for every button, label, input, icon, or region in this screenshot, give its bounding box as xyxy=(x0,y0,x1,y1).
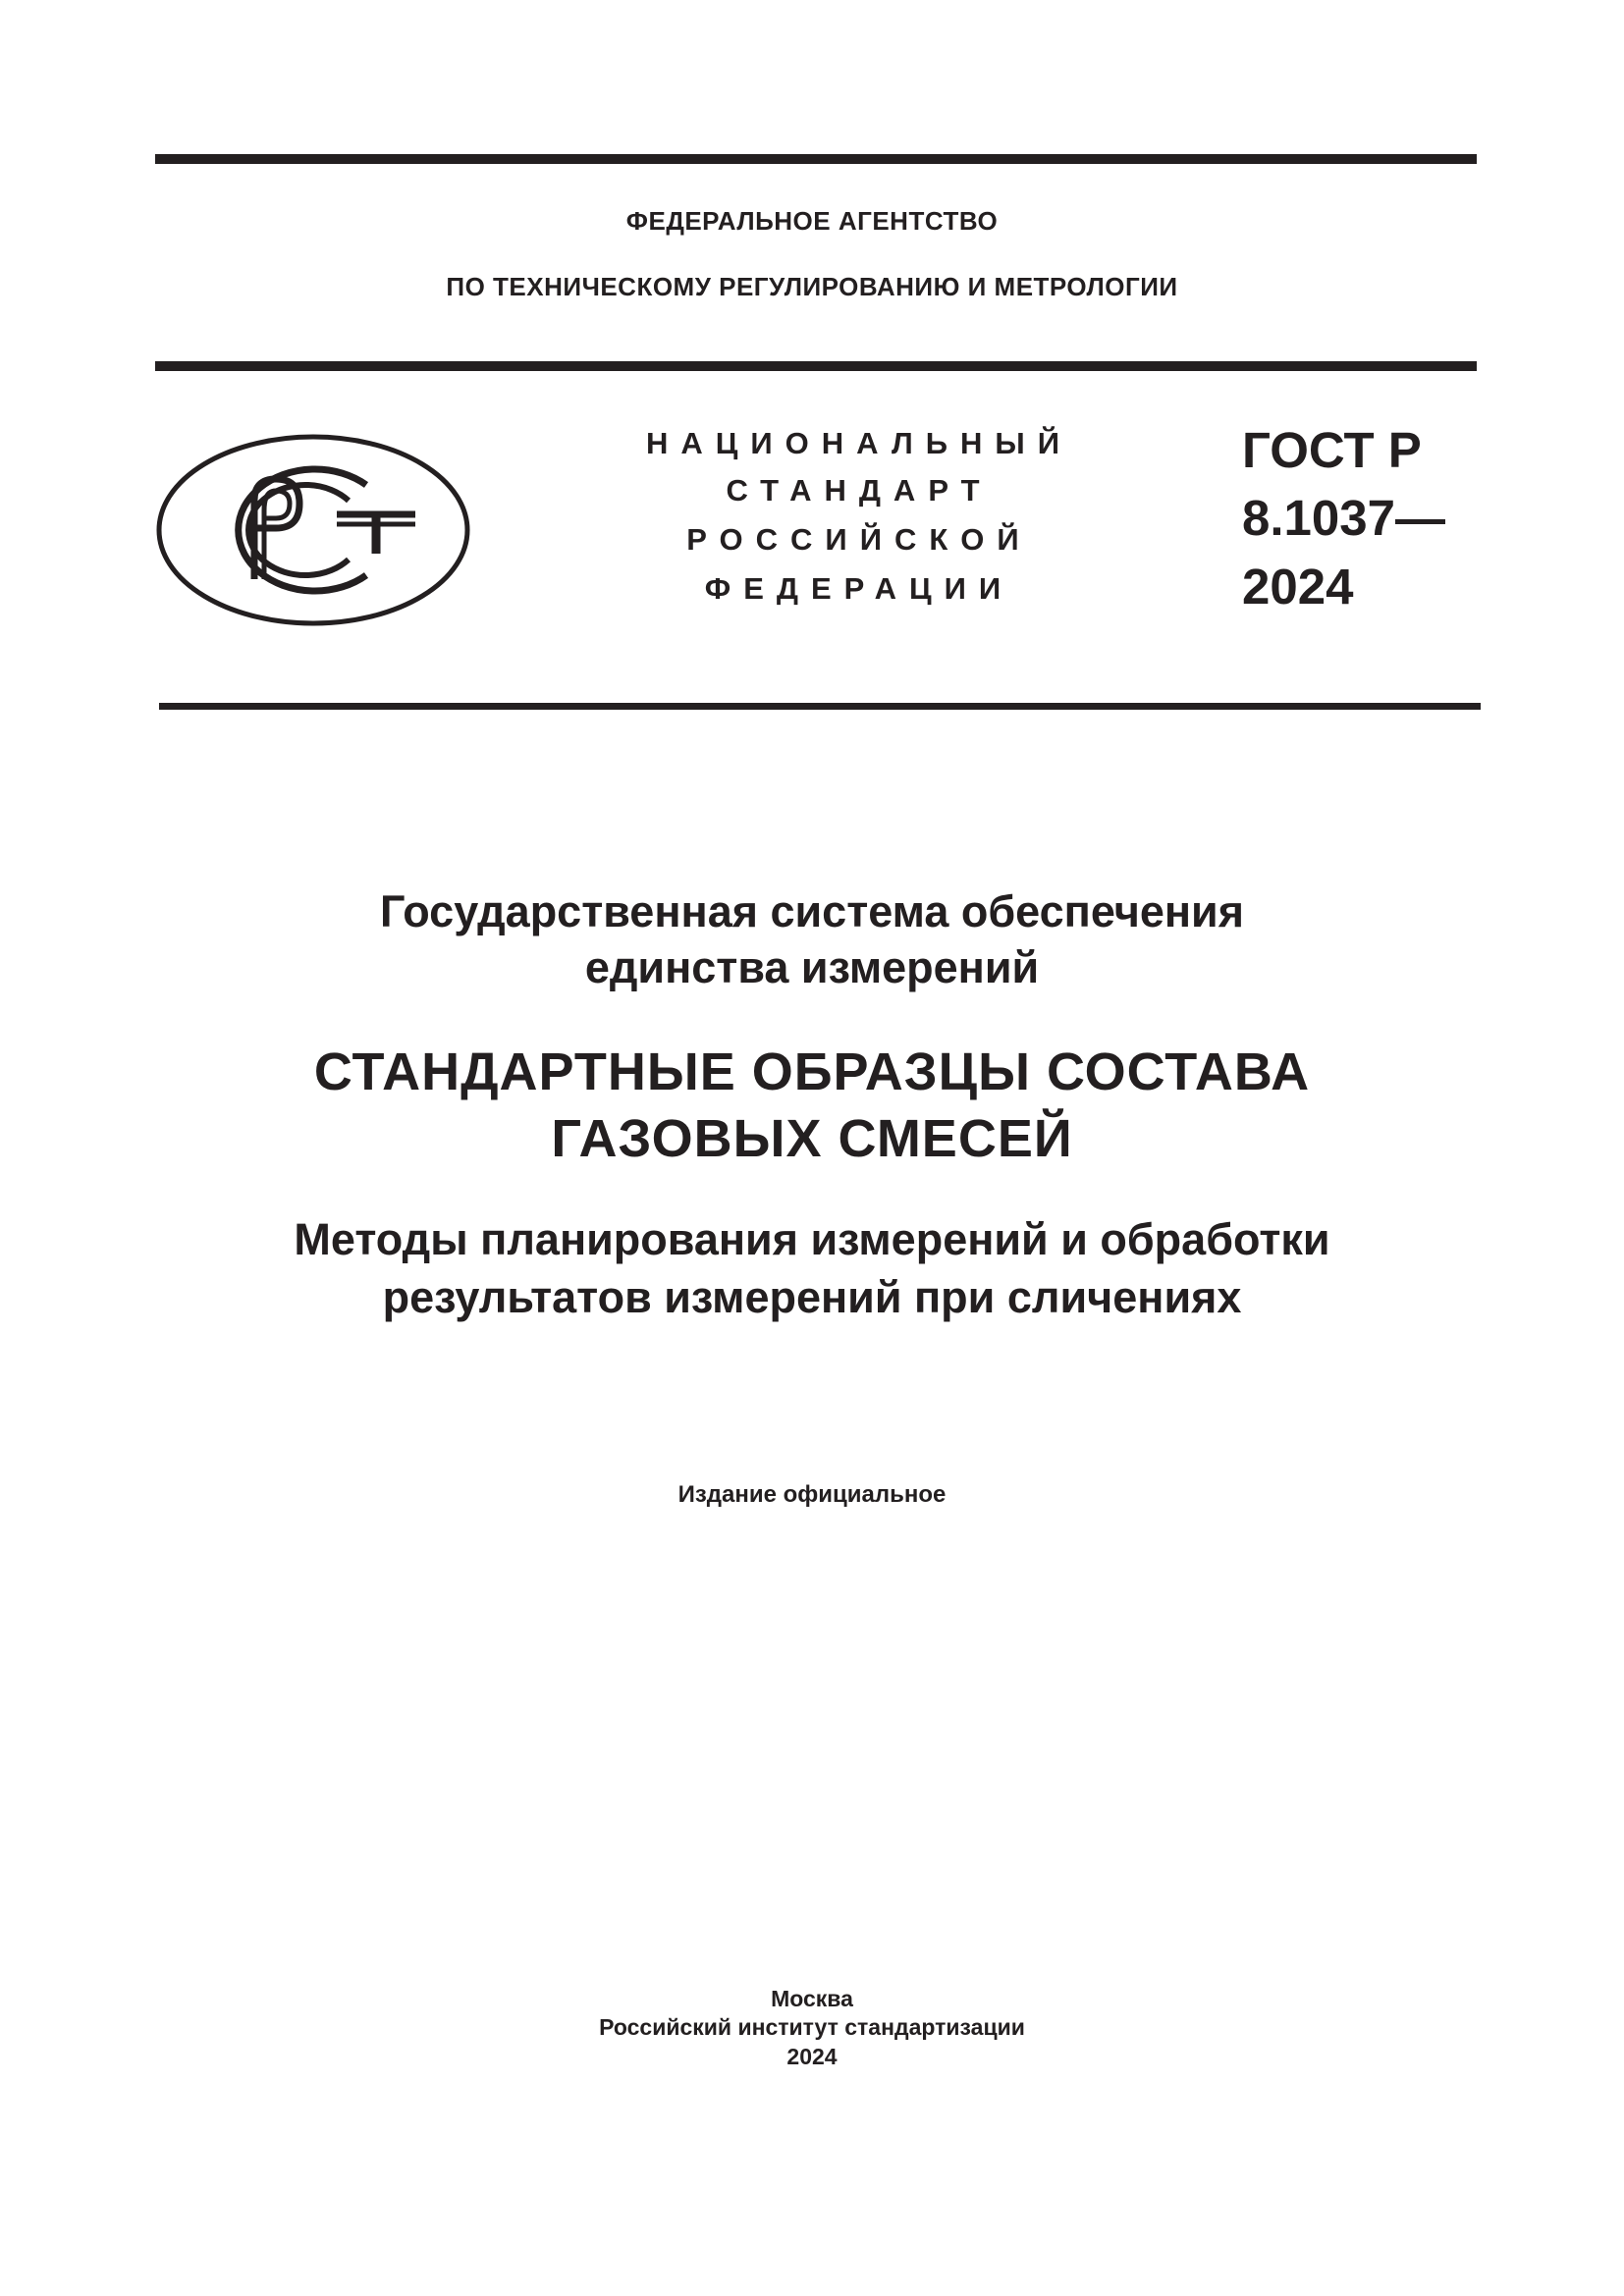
gost-r-logo-icon xyxy=(154,432,472,628)
agency-line-1: ФЕДЕРАЛЬНОЕ АГЕНТСТВО xyxy=(625,206,999,236)
footer-publisher: Российский институт стандартизации xyxy=(599,2014,1025,2040)
agency-line-2: ПО ТЕХНИЧЕСКОМУ РЕГУЛИРОВАНИЮ И МЕТРОЛОГИИ xyxy=(446,272,1178,301)
subtitle-line-2: результатов измерений при сличениях xyxy=(382,1272,1242,1322)
main-title-line-2: ГАЗОВЫХ СМЕСЕЙ xyxy=(551,1109,1073,1168)
top-rule xyxy=(155,154,1477,164)
national-standard-line-1: НАЦИОНАЛЬНЫЙ xyxy=(645,426,1073,460)
main-title-line-1: СТАНДАРТНЫЕ ОБРАЗЦЫ СОСТАВА xyxy=(313,1042,1311,1101)
gost-number-line-3: 2024 xyxy=(1242,559,1354,614)
gost-number-line-1: ГОСТ Р xyxy=(1242,422,1422,478)
header-rule xyxy=(155,361,1477,371)
national-standard-line-3: РОССИЙСКОЙ xyxy=(686,522,1032,557)
footer-year: 2024 xyxy=(786,2044,838,2069)
edition-label: Издание официальное xyxy=(677,1481,947,1508)
footer-city: Москва xyxy=(771,1986,853,2011)
title-rule xyxy=(159,703,1481,710)
gost-number-line-2: 8.1037— xyxy=(1242,490,1445,546)
series-title-line-1: Государственная система обеспечения xyxy=(380,886,1244,936)
subtitle-line-1: Методы планирования измерений и обработки xyxy=(294,1214,1330,1264)
national-standard-line-2: СТАНДАРТ xyxy=(726,473,993,507)
national-standard-line-4: ФЕДЕРАЦИИ xyxy=(704,571,1014,606)
series-title-line-2: единства измерений xyxy=(584,942,1040,992)
